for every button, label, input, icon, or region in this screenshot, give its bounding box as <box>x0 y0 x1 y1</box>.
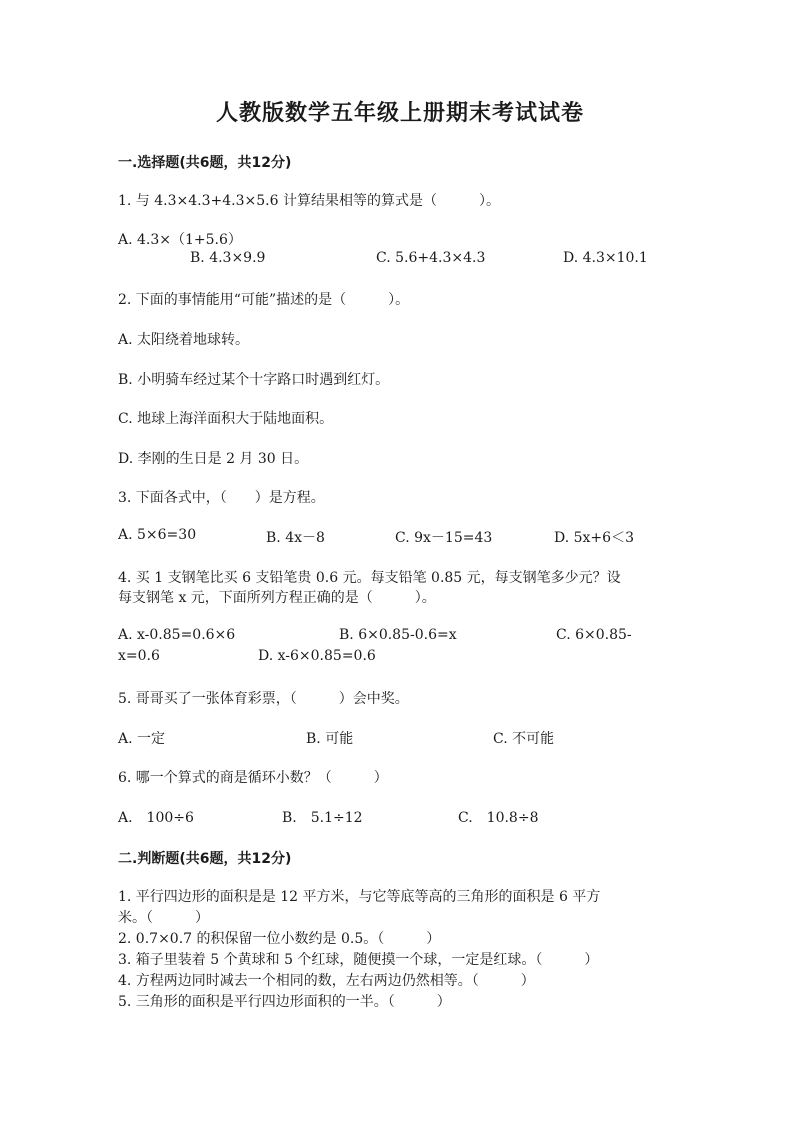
section-judge-heading: 二.判断题(共6题，共12分) <box>118 851 292 867</box>
section-choice-heading: 一.选择题(共6题，共12分) <box>118 155 292 171</box>
question-6-option-a: A. 100÷6 <box>118 810 194 826</box>
judge-item-1-line2: 米。（ ） <box>118 910 209 926</box>
exam-title: 人教版数学五年级上册期末考试试卷 <box>215 101 584 126</box>
question-1-option-c: C. 5.6+4.3×4.3 <box>376 250 486 266</box>
question-2-option-b: B. 小明骑车经过某个十字路口时遇到红灯。 <box>118 372 390 388</box>
question-4-option-c-part2: x=0.6 <box>118 648 160 664</box>
question-5-option-c: C. 不可能 <box>493 731 555 747</box>
judge-item-2: 2. 0.7×0.7 的积保留一位小数约是 0.5。（ ） <box>118 931 441 947</box>
question-2-option-d: D. 李刚的生日是 2 月 30 日。 <box>118 451 309 467</box>
question-6-option-c: C. 10.8÷8 <box>458 810 539 826</box>
question-2-option-a: A. 太阳绕着地球转。 <box>118 332 250 348</box>
question-4-option-d: D. x-6×0.85=0.6 <box>258 648 376 664</box>
question-5-option-b: B. 可能 <box>306 731 354 747</box>
question-6-stem: 6. 哪一个算式的商是循环小数？（ ） <box>118 770 388 786</box>
question-4-option-c-part1: C. 6×0.85- <box>556 627 632 643</box>
question-1-option-a: A. 4.3×（1+5.6） <box>118 232 242 248</box>
judge-item-5: 5. 三角形的面积是平行四边形面积的一半。（ ） <box>118 994 451 1010</box>
question-1-option-b: B. 4.3×9.9 <box>190 250 266 266</box>
question-5-option-a: A. 一定 <box>118 731 166 747</box>
question-3-option-b: B. 4x－8 <box>266 530 325 546</box>
question-4-stem-line2: 每支钢笔 x 元，下面所列方程正确的是（ ）。 <box>118 590 436 606</box>
question-3-stem: 3. 下面各式中，（ ）是方程。 <box>118 490 325 506</box>
judge-item-3: 3. 箱子里装着 5 个黄球和 5 个红球，随便摸一个球，一定是红球。（ ） <box>118 952 599 968</box>
question-3-option-c: C. 9x－15=43 <box>395 530 493 546</box>
question-3-option-d: D. 5x+6＜3 <box>554 530 634 546</box>
question-2-option-c: C. 地球上海洋面积大于陆地面积。 <box>118 411 334 427</box>
judge-item-1-line1: 1. 平行四边形的面积是是 12 平方米，与它等底等高的三角形的面积是 6 平方 <box>118 889 601 905</box>
judge-item-4: 4. 方程两边同时减去一个相同的数，左右两边仍然相等。（ ） <box>118 973 535 989</box>
question-6-option-b: B. 5.1÷12 <box>282 810 363 826</box>
question-4-option-a: A. x-0.85=0.6×6 <box>118 627 236 643</box>
question-4-option-b: B. 6×0.85-0.6=x <box>339 627 457 643</box>
question-5-stem: 5. 哥哥买了一张体育彩票，（ ）会中奖。 <box>118 691 409 707</box>
question-4-stem-line1: 4. 买 1 支钢笔比买 6 支铅笔贵 0.6 元。每支铅笔 0.85 元，每支钢笔多少元？设 <box>118 570 621 586</box>
question-1-option-d: D. 4.3×10.1 <box>563 250 648 266</box>
question-1-stem: 1. 与 4.3×4.3+4.3×5.6 计算结果相等的算式是（ ）。 <box>118 193 500 209</box>
question-2-stem: 2. 下面的事情能用“可能”描述的是（ ）。 <box>118 292 410 308</box>
question-3-option-a: A. 5×6=30 <box>118 527 197 543</box>
